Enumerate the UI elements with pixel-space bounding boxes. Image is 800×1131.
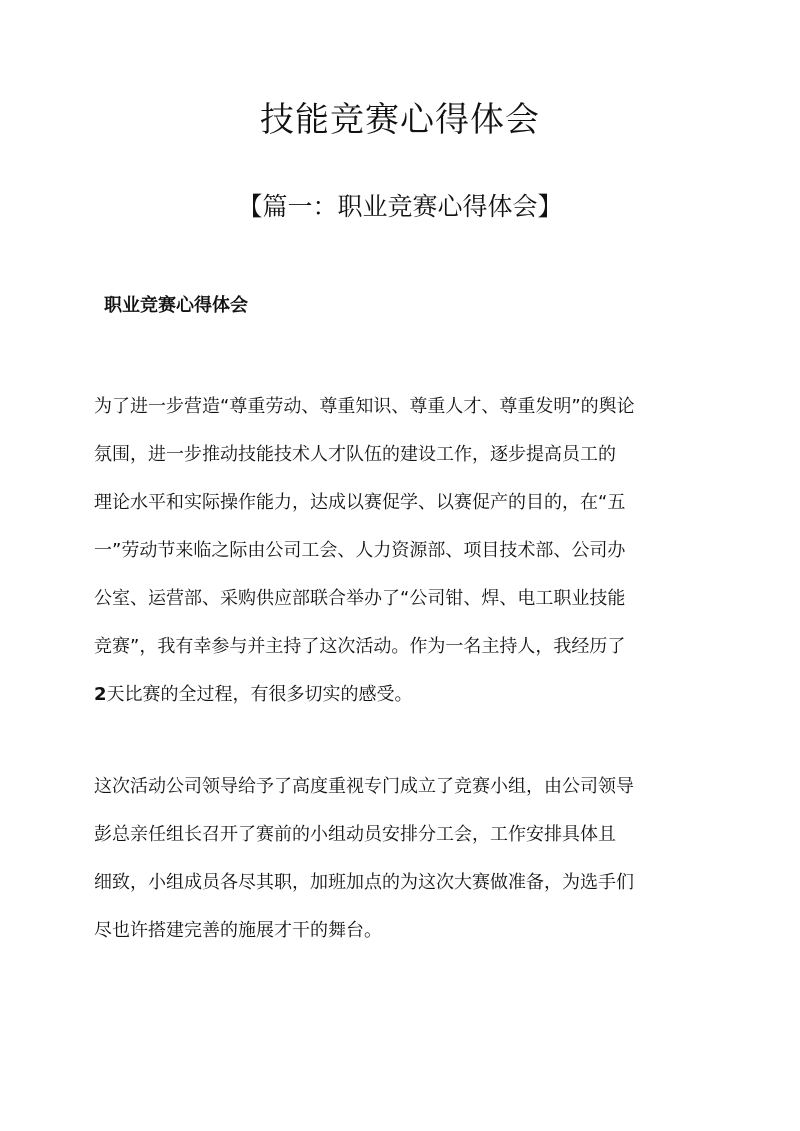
document-title: 技能竞赛心得体会	[260, 100, 540, 140]
day-count: 2	[94, 684, 107, 705]
paragraph-line: 竞赛”，我有幸参与并主持了这次活动。作为一名主持人，我经历了	[94, 636, 626, 657]
paragraph-line-tail: 天比赛的全过程，有很多切实的感受。	[106, 684, 413, 705]
paragraph-line: 为了进一步营造“尊重劳动、尊重知识、尊重人才、尊重发明”的舆论	[94, 396, 635, 417]
paragraph-line-last	[94, 681, 734, 729]
paragraph-line: 氛围，进一步推动技能技术人才队伍的建设工作，逐步提高员工的	[94, 444, 616, 465]
paragraph-line: 细致，小组成员各尽其职，加班加点的为这次大赛做准备，为选手们	[94, 872, 634, 893]
paragraph-line: 理论水平和实际操作能力，达成以赛促学、以赛促产的目的，在“五	[94, 492, 626, 513]
paragraph-line: 公室、运营部、采购供应部联合举办了“公司钳、焊、电工职业技能	[94, 588, 626, 609]
paragraph-line: 一”劳动节来临之际由公司工会、人力资源部、项目技术部、公司办	[94, 540, 626, 561]
paragraph-line: 尽也许搭建完善的施展才干的舞台。	[94, 920, 382, 941]
paragraph-line: 这次活动公司领导给予了高度重视专门成立了竞赛小组，由公司领导	[94, 776, 634, 797]
paragraph-1	[94, 393, 734, 729]
paragraph-2	[94, 773, 734, 965]
document-subtitle: 【篇一：职业竞赛心得体会】	[237, 192, 563, 221]
paragraph-line: 彭总亲任组长召开了赛前的小组动员安排分工会，工作安排具体且	[94, 824, 616, 845]
section-heading: 职业竞赛心得体会	[104, 295, 248, 316]
